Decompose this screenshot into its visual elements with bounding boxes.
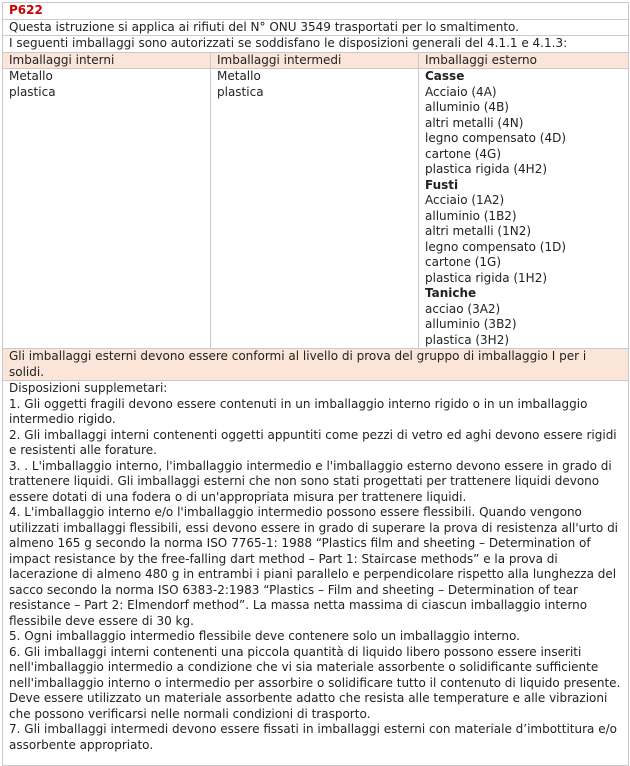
note-item: 1. Gli oggetti fragili devono essere contenuti in un imballaggio interno rigido o in un imballaggio intermedio rigido. <box>9 396 588 426</box>
inner-item: Metallo <box>9 69 53 83</box>
casse-item: plastica rigida (4H2) <box>425 162 548 176</box>
scope-text: Questa istruzione si applica ai rifiuti del N° ONU 3549 trasportati per lo smaltimento. <box>3 19 629 36</box>
note-item: 6. Gli imballaggi interni contenenti una piccola quantità di liquido libero possono essere inseriti nell'imballaggio intermedio a condizione che vi sia materiale assorbente o solidificante sufficiente nell'imballaggio interno o intermedio per assorbire o solidificare tutto il contenuto di liquido presente. Deve essere utilizzato un materiale assorbente adatto che resista alle temperature e alle vibrazioni che possono verificarsi nelle normali condizioni di trasporto. <box>9 644 621 721</box>
packaging-row <box>3 69 629 349</box>
note-item: 7. Gli imballaggi intermedi devono essere fissati in imballaggi esterni con materiale d’imbottitura e/o assorbente appropriato. <box>9 722 617 752</box>
inner-item: plastica <box>9 84 56 99</box>
intermediate-item: plastica <box>217 84 264 99</box>
taniche-item: acciao (3A2) <box>425 301 501 316</box>
casse-heading: Casse <box>425 69 465 83</box>
intermediate-packagings-list <box>211 69 419 349</box>
fusti-item: Acciaio (1A2) <box>425 193 505 207</box>
taniche-heading: Taniche <box>425 286 477 300</box>
note-item: 5. Ogni imballaggio intermedio flessibile deve contenere solo un imballaggio interno. <box>9 629 520 643</box>
instruction-code: P622 <box>3 3 629 20</box>
outer-packagings-list <box>419 69 629 349</box>
packing-instruction-table <box>2 2 629 766</box>
fusti-item: plastica rigida (1H2) <box>425 270 548 285</box>
casse-item: alluminio (4B) <box>425 100 509 114</box>
fusti-item: alluminio (1B2) <box>425 208 517 223</box>
casse-item: legno compensato (4D) <box>425 131 567 145</box>
authorization-text: I seguenti imballaggi sono autorizzati se soddisfano le disposizioni generali del 4.1.1 e 4.1.3: <box>3 36 629 53</box>
taniche-item: plastica (3H2) <box>425 332 510 347</box>
note-item: 2. Gli imballaggi interni contenenti oggetti appuntiti come pezzi di vetro ed aghi devono essere rigidi e resistenti alle forature. <box>9 427 617 457</box>
header-intermediate-packagings: Imballaggi intermedi <box>211 52 419 69</box>
notes-title: Disposizioni supplemetari: <box>9 381 168 395</box>
fusti-item: cartone (1G) <box>425 255 502 269</box>
fusti-heading: Fusti <box>425 177 459 192</box>
intermediate-item: Metallo <box>217 69 261 83</box>
packing-instruction <box>2 2 628 766</box>
header-outer-packagings: Imballaggi esterno <box>419 52 629 69</box>
inner-packagings-list <box>3 69 211 349</box>
note-item: 4. L'imballaggio interno e/o l'imballaggio intermedio possono essere flessibili. Quando vengono utilizzati imballaggi flessibili, essi devono essere in grado di superare la prova di resistenza all'urto di almeno 165 g secondo la norma ISO 7765-1: 1988 “Plastics film and sheeting – Determination of impact resistance by the free-falling dart method – Part 1: Staircase methods” e la prova di lacerazione di almeno 480 g in entrambi i piani parallelo e perpendicolare rispetto alla lunghezza del sacco secondo la norma ISO 6383-2:1983 “Plastics – Film and sheeting – Determination of tear resistance – Part 2: Elmendorf method”. La massa netta massima di ciascun imballaggio interno flessibile deve essere di 30 kg. <box>9 505 619 628</box>
conformity-note: Gli imballaggi esterni devono essere conformi al livello di prova del gruppo di imballaggio I per i solidi. <box>3 349 629 381</box>
casse-item: cartone (4G) <box>425 146 502 161</box>
taniche-item: alluminio (3B2) <box>425 317 517 331</box>
casse-item: altri metalli (4N) <box>425 115 524 130</box>
note-item: 3. . L'imballaggio interno, l'imballaggio intermedio e l'imballaggio esterno devono essere in grado di trattenere liquidi. Gli imballaggi esterni che non sono stati progettati per trattenere liquidi devono essere dotati di una fodera o di un'appropriata misura per trattenere liquidi. <box>9 458 612 504</box>
fusti-item: legno compensato (1D) <box>425 239 567 254</box>
header-inner-packagings: Imballaggi interni <box>3 52 211 69</box>
fusti-item: altri metalli (1N2) <box>425 224 532 238</box>
supplementary-provisions <box>3 381 629 766</box>
column-headers <box>3 52 629 69</box>
casse-item: Acciaio (4A) <box>425 84 497 99</box>
